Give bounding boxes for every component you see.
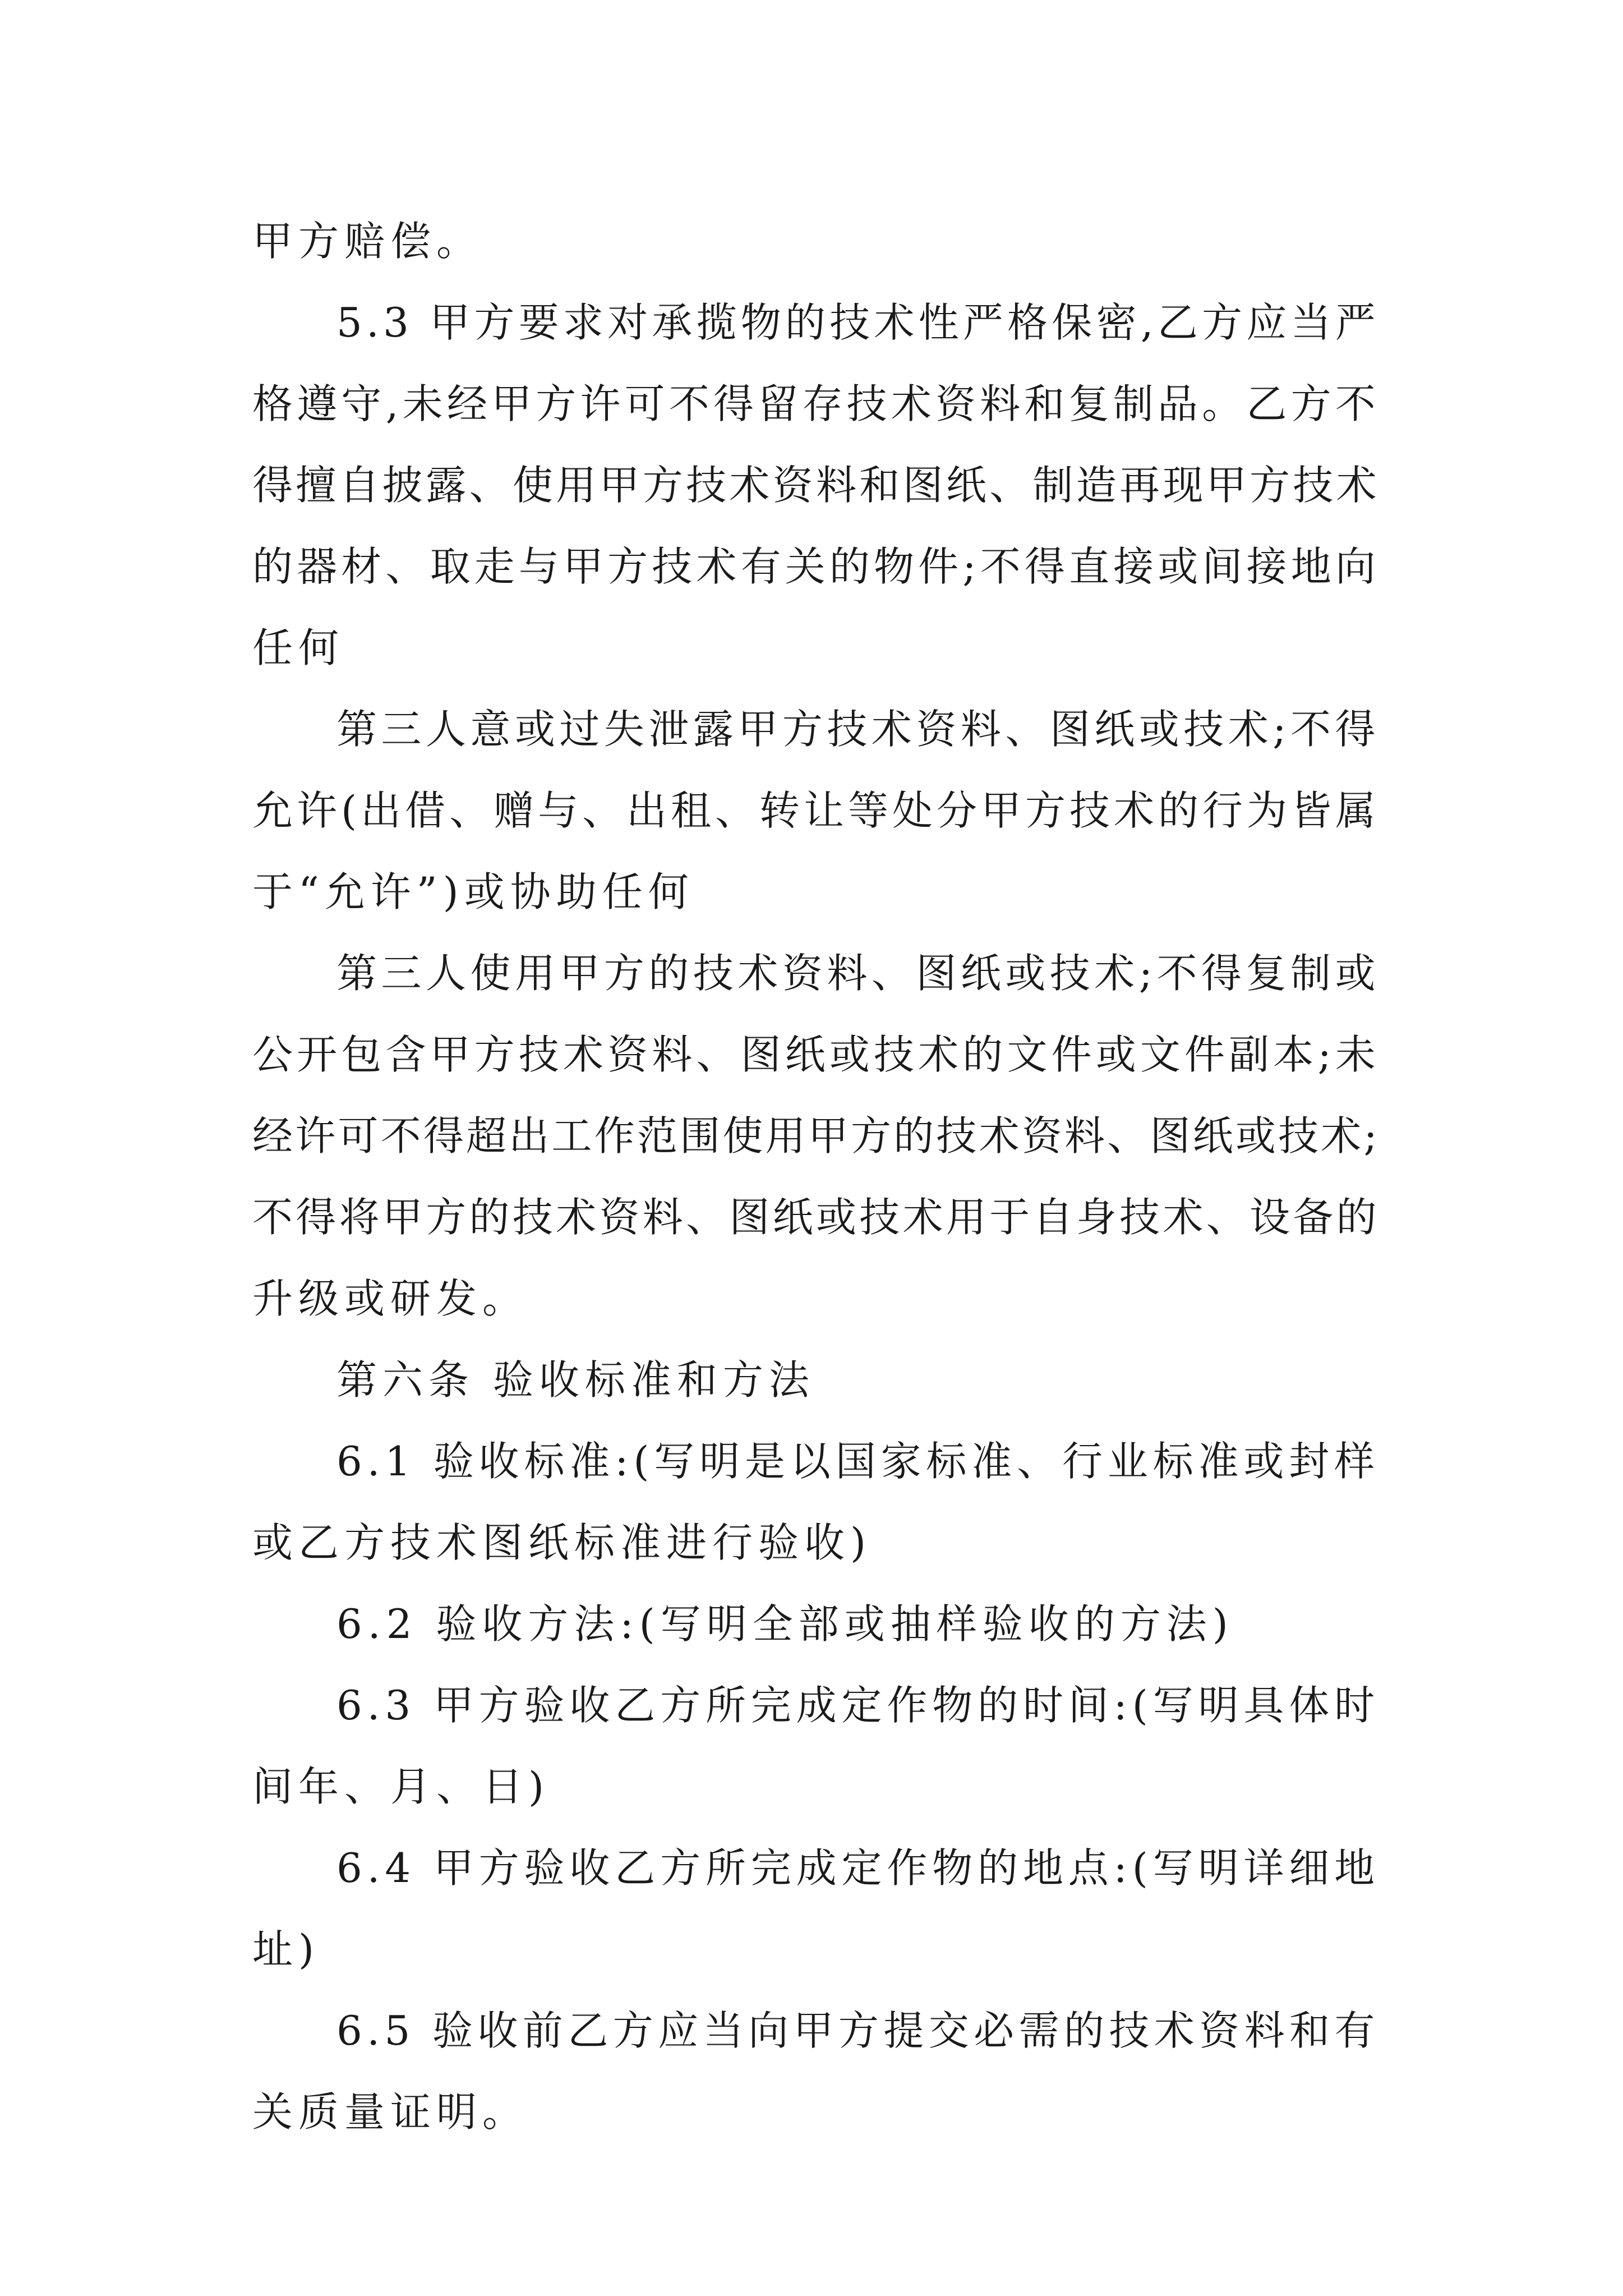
text-line: 6.4 甲方验收乙方所完成定作物的地点:(写明详细地 (336, 1844, 1380, 1892)
text-line: 允许(出借、赠与、出租、转让等处分甲方技术的行为皆属 (252, 787, 1380, 834)
text-line: 关质量证明。 (252, 2088, 529, 2136)
text-line: 甲方赔偿。 (252, 218, 483, 265)
text-line: 间年、月、日) (252, 1763, 550, 1810)
text-line: 公开包含甲方技术资料、图纸或技术的文件或文件副本;未 (252, 1031, 1380, 1078)
text-line: 第三人意或过失泄露甲方技术资料、图纸或技术;不得 (336, 706, 1380, 753)
text-line: 址) (252, 1926, 320, 1973)
text-line: 5.3 甲方要求对承揽物的技术性严格保密,乙方应当严 (336, 299, 1380, 346)
text-line: 6.3 甲方验收乙方所完成定作物的时间:(写明具体时 (336, 1682, 1380, 1729)
text-line: 6.5 验收前乙方应当向甲方提交必需的技术资料和有 (336, 2007, 1380, 2054)
text-line: 于“允许”)或协助任何 (252, 868, 694, 915)
text-line: 6.1 验收标准:(写明是以国家标准、行业标准或封样 (336, 1438, 1380, 1485)
text-line: 第三人使用甲方的技术资料、图纸或技术;不得复制或 (336, 950, 1380, 997)
text-line: 得擅自披露、使用甲方技术资料和图纸、制造再现甲方技术 (252, 462, 1380, 509)
text-line: 不得将甲方的技术资料、图纸或技术用于自身技术、设备的 (252, 1194, 1380, 1241)
text-line: 经许可不得超出工作范围使用甲方的技术资料、图纸或技术; (252, 1112, 1380, 1159)
text-line: 的器材、取走与甲方技术有关的物件;不得直接或间接地向 (252, 543, 1380, 590)
text-line: 任何 (252, 624, 345, 671)
text-line: 升级或研发。 (252, 1275, 529, 1322)
text-line: 6.2 验收方法:(写明全部或抽样验收的方法) (336, 1600, 1234, 1648)
section-heading: 第六条 验收标准和方法 (336, 1356, 815, 1404)
text-line: 或乙方技术图纸标准进行验收) (252, 1519, 872, 1566)
text-line: 格遵守,未经甲方许可不得留存技术资料和复制品。乙方不 (252, 380, 1380, 427)
